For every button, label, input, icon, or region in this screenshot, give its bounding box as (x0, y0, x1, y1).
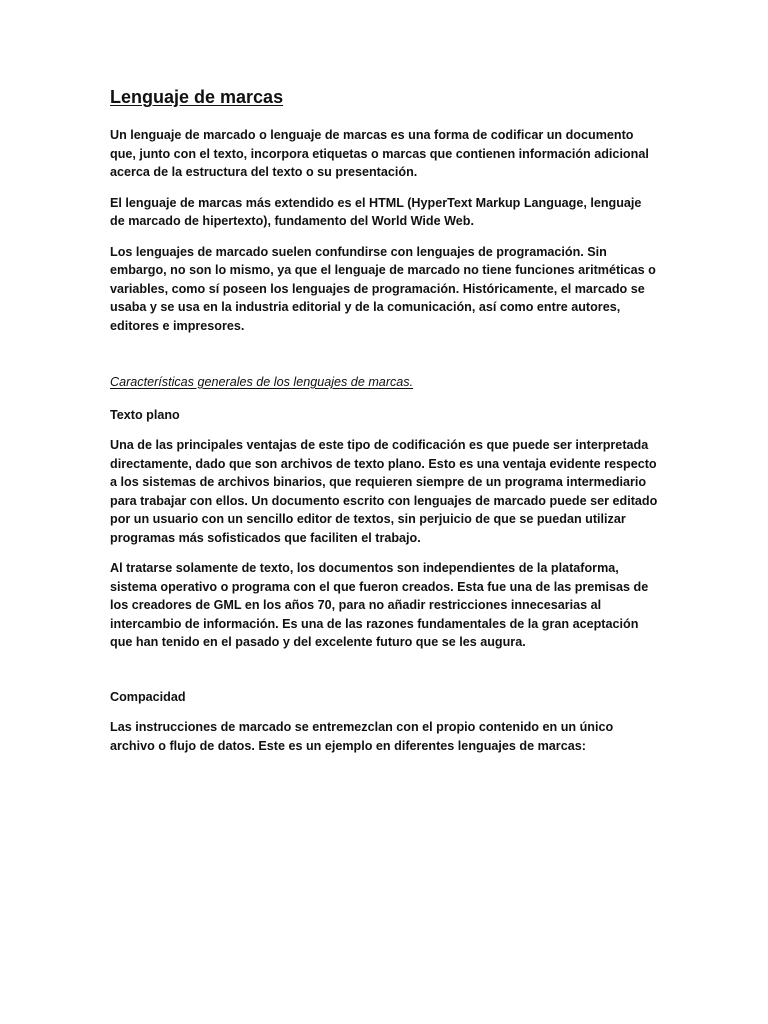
intro-paragraph-2: El lenguaje de marcas más extendido es el HTML (HyperText Markup Language, lenguaje de marcado de hipertexto), fundamento del World Wide Web. (110, 195, 642, 228)
texto-plano-paragraph-1: Una de las principales ventajas de este tipo de codificación es que puede ser interpretada directamente, dado que son archivos de texto plano. Esto es una ventaja evidente respecto a los sistemas de archivos binarios, que requieren siempre de un programa intermediario para trabajar con ellos. Un documento escrito con lenguajes de marcado puede ser editado por un usuario con un sencillo editor de textos, sin perjuicio de que se puedan utilizar programas más sofisticados que faciliten el trabajo. (110, 438, 658, 545)
subsection-compacidad (110, 688, 658, 756)
subsection-heading-compacidad: Compacidad (110, 689, 186, 704)
texto-plano-paragraph-2: Al tratarse solamente de texto, los documentos son independientes de la plataforma, sistema operativo o programa con el que fueron creados. Esta fue una de las premisas de los creadores de GML en los años 70, para no añadir restricciones innecesarias al intercambio de información. Es una de las razones fundamentales de la gran aceptación que han tenido en el pasado y del excelente futuro que se les augura. (110, 561, 649, 649)
section-title: Características generales de los lenguajes de marcas. (110, 375, 414, 389)
intro-paragraph-3: Los lenguajes de marcado suelen confundirse con lenguajes de programación. Sin embargo, no son lo mismo, ya que el lenguaje de marcado no tiene funciones aritméticas o variables, como sí poseen los lenguajes de programación. Históricamente, el marcado se usaba y se usa en la industria editorial y de la comunicación, así como entre autores, editores e impresores. (110, 244, 656, 333)
subsection-heading-texto-plano: Texto plano (110, 407, 180, 422)
document-title: Lenguaje de marcas (110, 87, 284, 107)
intro-paragraph-1: Un lenguaje de marcado o lenguaje de marcas es una forma de codificar un documento que, junto con el texto, incorpora etiquetas o marcas que contienen información adicional acerca de la estructura del texto o su presentación. (110, 128, 649, 179)
section-characteristics (110, 373, 658, 755)
compacidad-paragraph-1: Las instrucciones de marcado se entremezclan con el propio contenido en un único archivo o flujo de datos. Este es un ejemplo en diferentes lenguajes de marcas: (110, 720, 614, 753)
